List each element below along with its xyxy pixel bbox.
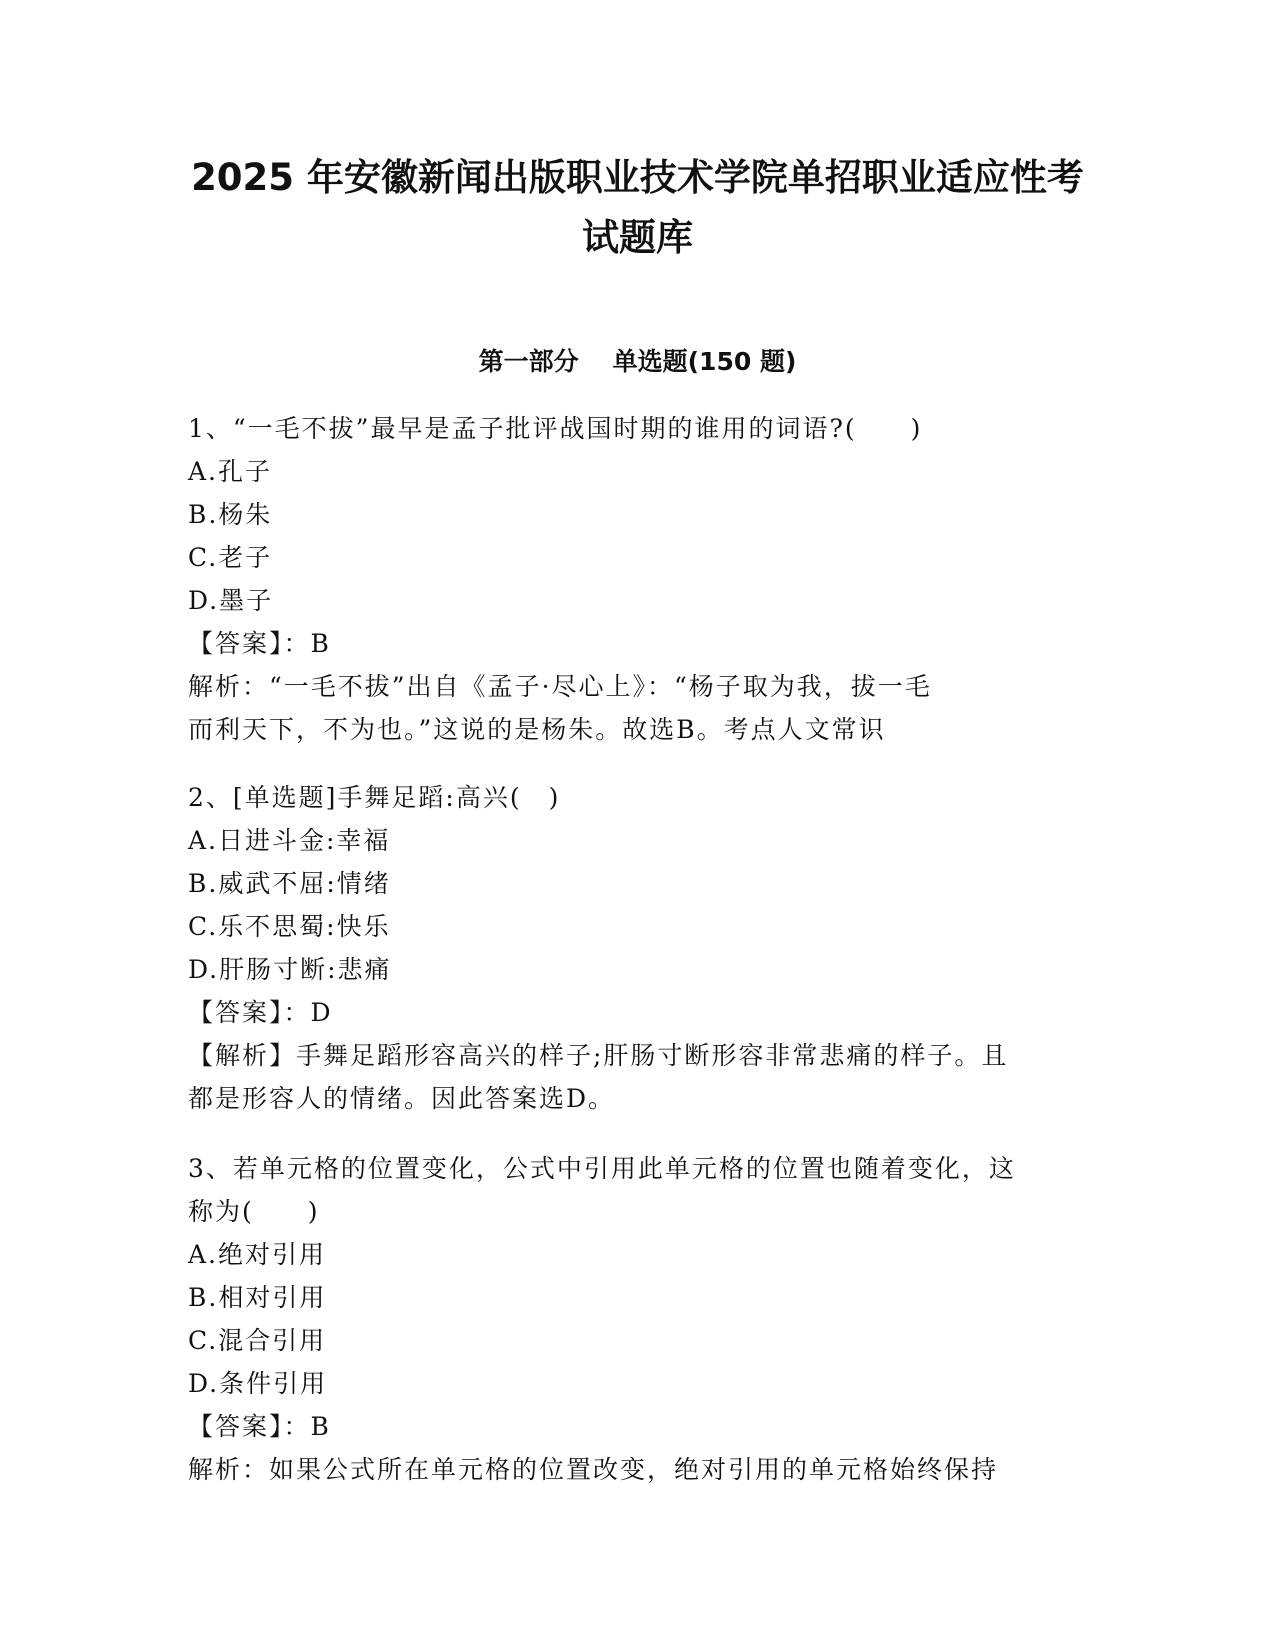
explanation-line-2: 而利天下，不为也。”这说的是杨朱。故选B。考点人文常识 [188,715,886,744]
option-a: A.孔子 [188,457,273,486]
explanation-line-1: 解析：“一毛不拔”出自《孟子·尽心上》：“杨子取为我，拔一毛 [188,672,932,701]
option-c: C.老子 [188,543,273,572]
answer: 【答案】：B [188,1412,331,1441]
title-line-2: 试题库 [582,216,693,259]
question-stem: 2、[单选题]手舞足蹈:高兴( ) [188,783,561,812]
option-c: C.混合引用 [188,1326,327,1355]
option-a: A.绝对引用 [188,1240,327,1269]
title-line-1: 2025 年安徽新闻出版职业技术学院单招职业适应性考 [191,156,1084,199]
document-title [150,148,1125,268]
question-stem: 1、“一毛不拔”最早是孟子批评战国时期的谁用的词语?( ) [188,414,923,443]
section-heading [150,342,1125,382]
question-1 [188,407,1088,751]
option-b: B.威武不屈:情绪 [188,869,391,898]
answer: 【答案】：D [188,998,333,1027]
question-stem-line-1: 3、若单元格的位置变化，公式中引用此单元格的位置也随着变化，这 [188,1154,1016,1183]
option-b: B.相对引用 [188,1283,327,1312]
explanation-line-2: 都是形容人的情绪。因此答案选D。 [188,1084,616,1113]
section-name: 单选题(150 题) [612,347,797,376]
option-b: B.杨朱 [188,500,273,529]
answer: 【答案】：B [188,629,331,658]
section-part: 第一部分 [478,347,579,376]
explanation-line-1: 【解析】手舞足蹈形容高兴的样子;肝肠寸断形容非常悲痛的样子。且 [188,1041,1009,1070]
option-d: D.条件引用 [188,1369,328,1398]
question-2 [188,776,1088,1120]
option-d: D.墨子 [188,586,274,615]
question-stem-line-2: 称为( ) [188,1197,320,1226]
question-3 [188,1147,1088,1491]
option-d: D.肝肠寸断:悲痛 [188,955,392,984]
option-a: A.日进斗金:幸福 [188,826,391,855]
explanation-line-1: 解析：如果公式所在单元格的位置改变，绝对引用的单元格始终保持 [188,1455,999,1484]
option-c: C.乐不思蜀:快乐 [188,912,391,941]
